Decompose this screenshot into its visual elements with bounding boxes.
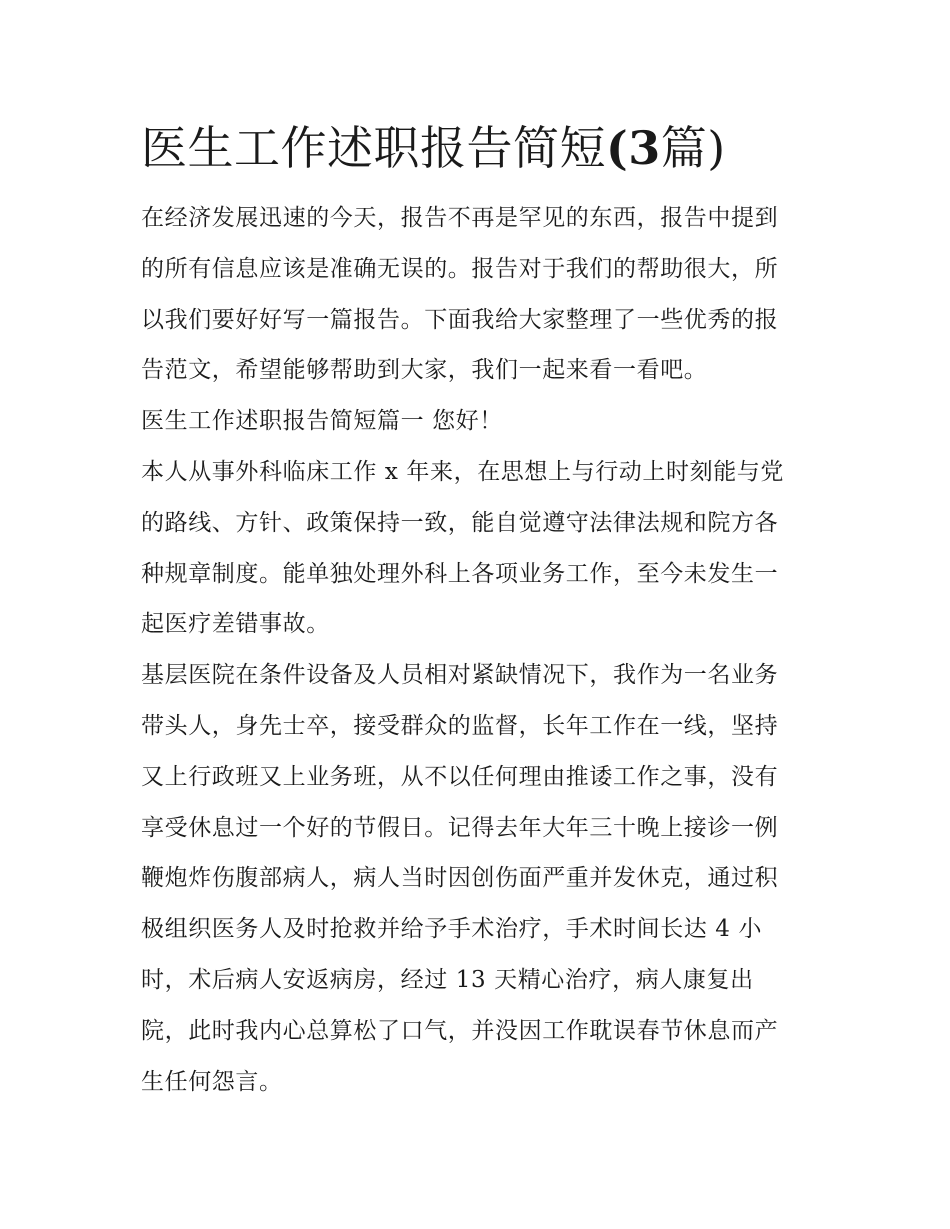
text-line: 带头人，身先士卒，接受群众的监督，长年工作在一线，坚持: [141, 712, 779, 739]
title-text: 医生工作述职报告简短: [141, 121, 606, 175]
text-line: 本人从事外科临床工作 x 年来，在思想上与行动上时刻能与党: [141, 458, 784, 485]
text-line: 的所有信息应该是准确无误的。报告对于我们的帮助很大，所: [141, 255, 779, 282]
document-body: [141, 193, 816, 1107]
title-suffix: 篇): [660, 121, 726, 175]
section-heading: 医生工作述职报告简短篇一 您好！: [141, 408, 503, 435]
text-line: 时，术后病人安返病房，经过 13 天精心治疗，病人康复出: [141, 966, 754, 993]
text-line: 告范文，希望能够帮助到大家，我们一起来看一看吧。: [141, 357, 708, 384]
text-line: 鞭炮炸伤腹部病人，病人当时因创伤面严重并发休克，通过积: [141, 865, 779, 892]
text-line: 种规章制度。能单独处理外科上各项业务工作，至今未发生一: [141, 560, 779, 587]
text-line: 以我们要好好写一篇报告。下面我给大家整理了一些优秀的报: [141, 306, 779, 333]
text-line: 享受休息过一个好的节假日。记得去年大年三十晚上接诊一例: [141, 814, 779, 841]
text-line: 基层医院在条件设备及人员相对紧缺情况下，我作为一名业务: [141, 662, 779, 689]
text-line: 的路线、方针、政策保持一致，能自觉遵守法律法规和院方各: [141, 509, 779, 536]
text-line: 起医疗差错事故。: [141, 611, 330, 638]
text-line: 院，此时我内心总算松了口气，并没因工作耽误春节休息而产: [141, 1017, 779, 1044]
text-line: 生任何怨言。: [141, 1068, 283, 1095]
document-page: [141, 117, 816, 1107]
document-title: [141, 117, 816, 179]
text-line: 极组织医务人及时抢救并给予手术治疗，手术时间长达 4 小: [141, 916, 763, 943]
text-line: 在经济发展迅速的今天，报告不再是罕见的东西，报告中提到: [141, 205, 779, 231]
title-count: (3: [606, 121, 661, 175]
text-line: 又上行政班又上业务班，从不以任何理由推诿工作之事，没有: [141, 763, 779, 790]
